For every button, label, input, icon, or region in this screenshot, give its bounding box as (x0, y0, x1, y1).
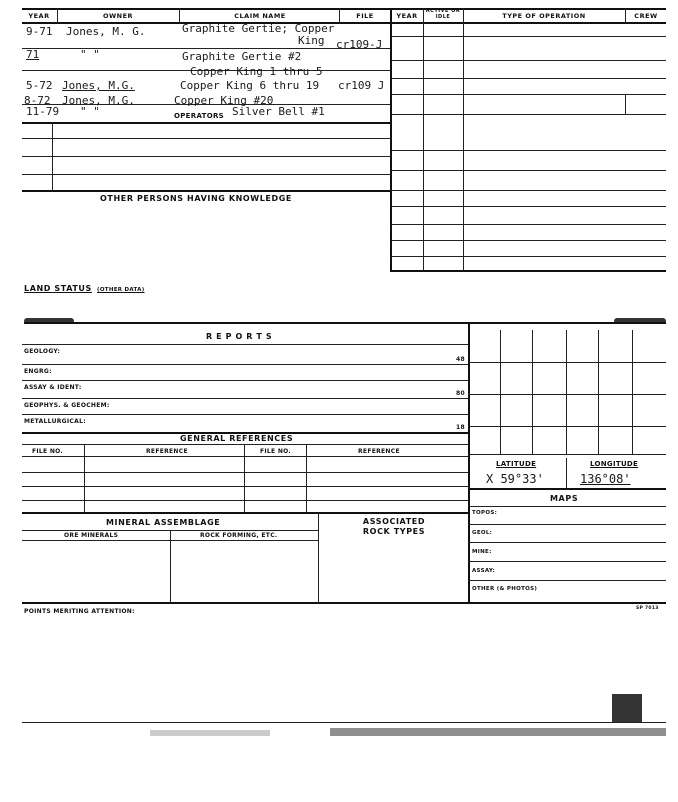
maps-topos: TOPOS: (472, 510, 498, 516)
reports-row-assay: ASSAY & IDENT: (24, 384, 82, 391)
maps-geol: GEOL: (472, 530, 493, 536)
gen-ref-header-ref-1: REFERENCE (146, 448, 188, 455)
entry-owner-3: Jones, M.G. (62, 79, 135, 92)
entry-file-2: cr109 J (338, 79, 385, 92)
latitude-label: LATITUDE (496, 460, 537, 468)
entry-year-2: 71 (26, 48, 40, 61)
maps-mine: MINE: (472, 549, 492, 555)
col-header-type-of-operation: TYPE OF OPERATION (502, 12, 586, 20)
entry-claim-5: Copper King #20 (174, 94, 274, 107)
land-status-sublabel: (OTHER DATA) (97, 287, 145, 293)
entry-claim-2: Graphite Gertie #2 (182, 50, 302, 63)
entry-claim-1: Graphite Gertie; Copper (182, 22, 335, 35)
top-table (22, 8, 666, 274)
maps-assay: ASSAY: (472, 568, 496, 574)
location-grid (468, 324, 666, 604)
land-status-label: LAND STATUS (24, 284, 92, 293)
scan-mark-block (612, 694, 642, 722)
reports-row-metallurgical: METALLURGICAL: (24, 418, 86, 425)
col-header-claim-name: CLAIM NAME (234, 12, 286, 20)
gen-ref-header-ref-2: REFERENCE (358, 448, 400, 455)
associated-rock-types-label: ASSOCIATED ROCK TYPES (362, 517, 426, 536)
reports-section (22, 324, 468, 514)
entry-file-1: cr109-J (336, 38, 383, 51)
entry-claim-1-cont: King (298, 34, 325, 47)
longitude-value: 136°08' (580, 472, 631, 486)
col-header-file: FILE (356, 12, 374, 20)
mineral-assemblage-title: MINERAL ASSEMBLAGE (106, 518, 221, 527)
entry-year-4: 8-72 (24, 94, 51, 107)
land-status (24, 276, 145, 295)
reports-row-geophys: GEOPHYS. & GEOCHEM: (24, 402, 110, 409)
longitude-label: LONGITUDE (590, 460, 639, 468)
reports-num-metallurgical: 18 (456, 424, 465, 431)
reports-row-engrg: ENGRG: (24, 368, 52, 375)
points-meriting-label: POINTS MERITING ATTENTION: (24, 608, 135, 615)
reports-num-geology: 48 (456, 356, 465, 363)
mineral-assemblage (22, 514, 468, 604)
scan-noise-strip (330, 728, 666, 736)
entry-year-3: 5-72 (26, 79, 53, 92)
entry-owner-4: Jones, M.G. (62, 94, 135, 107)
ore-minerals-label: ORE MINERALS (64, 532, 119, 539)
reports-title: R E P O R T S (206, 332, 273, 341)
other-persons-label: OTHER PERSONS HAVING KNOWLEDGE (100, 194, 292, 203)
maps-other: OTHER (& PHOTOS) (472, 586, 538, 592)
entry-year-1: 9-71 (26, 25, 53, 38)
general-references-title: GENERAL REFERENCES (180, 434, 294, 443)
entry-claim-3: Copper King 1 thru 5 (190, 65, 323, 78)
scan-noise-strip-2 (150, 730, 270, 736)
col-header-crew: CREW (634, 12, 658, 20)
entry-year-5: 11-79 (26, 105, 60, 118)
reports-row-geology: GEOLOGY: (24, 348, 61, 355)
latitude-value: X 59°33' (486, 472, 544, 486)
col-header-owner: OWNER (102, 12, 134, 20)
gen-ref-header-file-2: FILE NO. (260, 448, 292, 455)
maps-title: MAPS (550, 494, 579, 503)
entry-owner-2: " " (80, 48, 100, 61)
operators-label: OPERATORS (174, 112, 224, 120)
gen-ref-header-file-1: FILE NO. (32, 448, 64, 455)
rock-forming-label: ROCK FORMING, ETC. (200, 532, 278, 539)
col-header-year: YEAR (28, 12, 50, 20)
entry-owner-1: Jones, M. G. (66, 25, 146, 38)
col-header-year-2: YEAR (396, 12, 418, 20)
entry-owner-5: " " (80, 105, 100, 118)
reports-num-assay: 80 (456, 390, 465, 397)
entry-claim-4: Copper King 6 thru 19 (180, 79, 320, 92)
form-code: SP 7013 (636, 606, 659, 611)
entry-claim-6: Silver Bell #1 (232, 105, 325, 118)
col-header-active-idle: ACTIVE OR IDLE (425, 8, 461, 20)
